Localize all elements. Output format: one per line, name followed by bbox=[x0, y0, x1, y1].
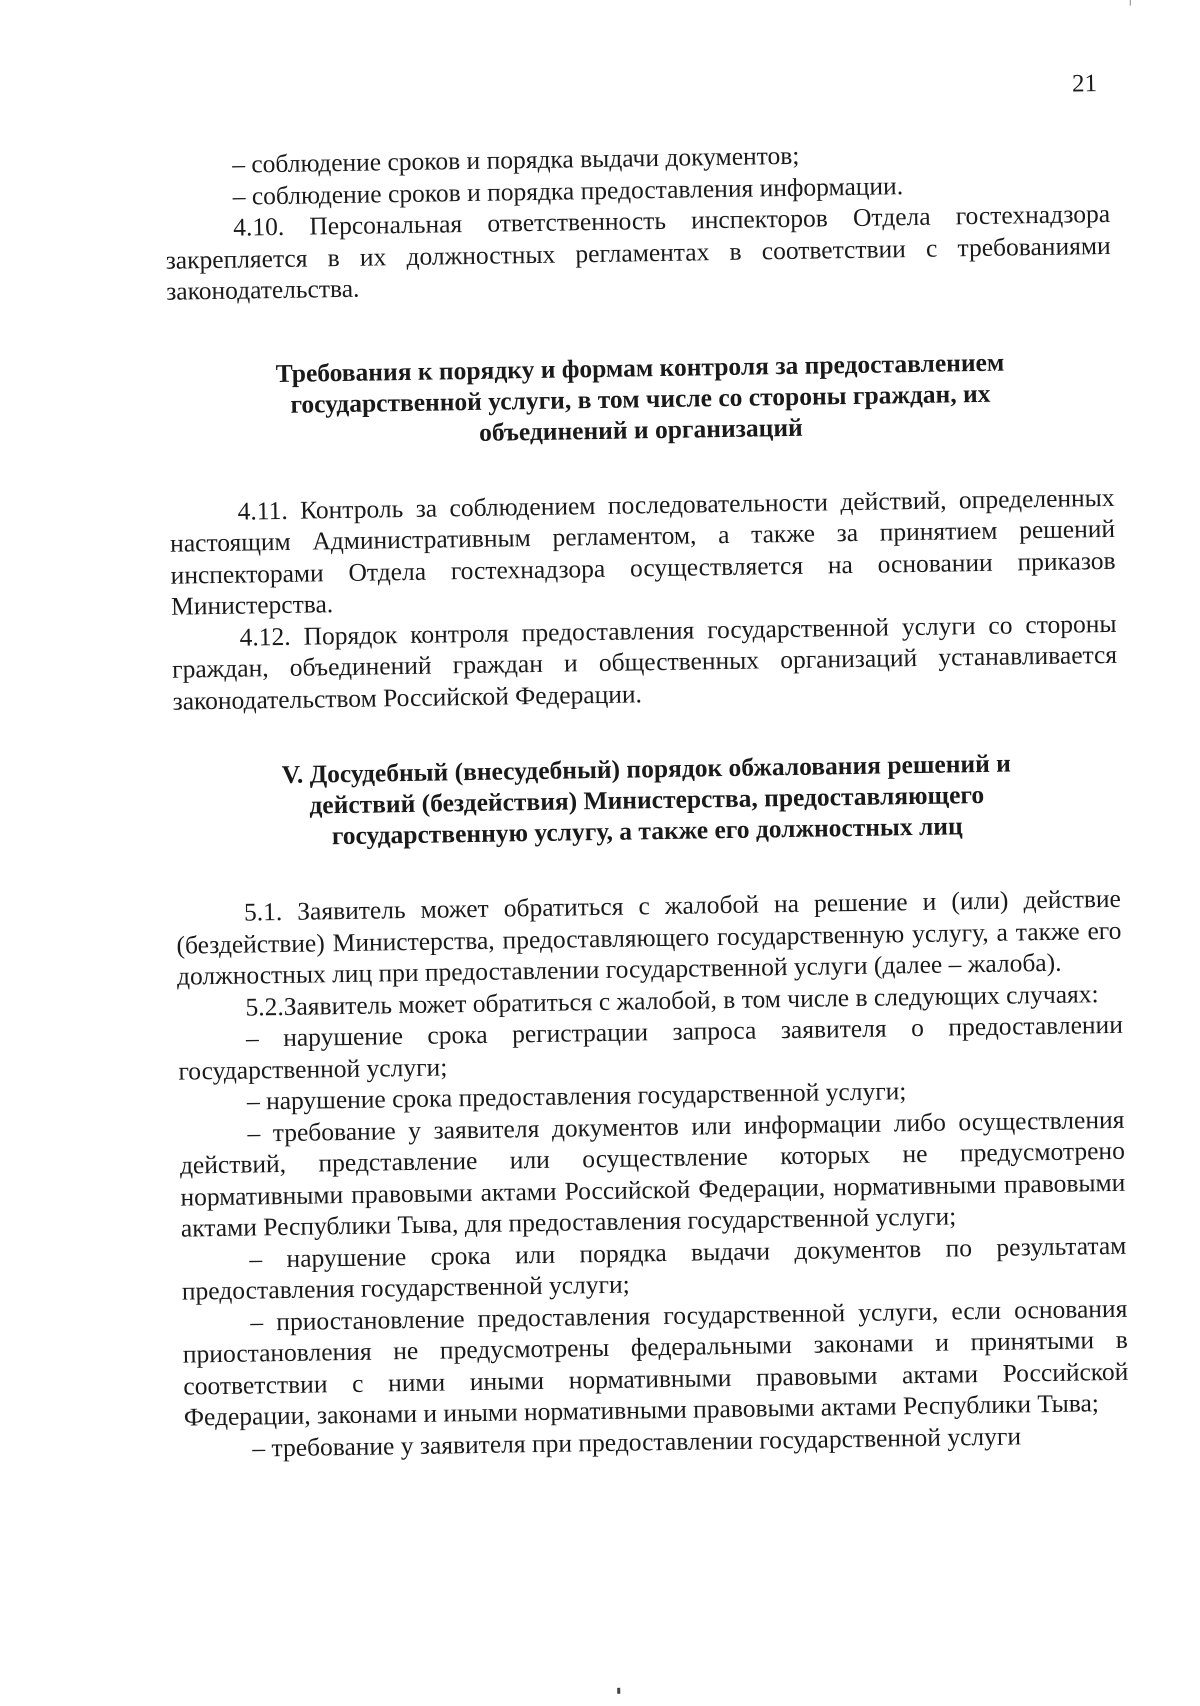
case-item: – нарушение срока или порядка выдачи документов по результатам предоставления государственной услуги; bbox=[181, 1230, 1127, 1306]
case-item: – нарушение срока регистрации запроса заявителя о предоставлении государственной услуги; bbox=[178, 1009, 1124, 1086]
paragraph-5-1: 5.1. Заявитель может обратиться с жалобой на решение и (или) действие (бездействие) Министерства, предоставляющего государственную услугу, а также его должностных лиц при предоставлении государственной услуги (далее – жалоба). bbox=[176, 883, 1122, 991]
paragraph-4-11: 4.11. Контроль за соблюдением последовательности действий, определенных настоящим Административным регламентом, а также за принятием решений инспекторами Отдела гостехнадзора осуществляется на основании приказов Министерства. bbox=[169, 482, 1116, 621]
page-number: 21 bbox=[1071, 70, 1098, 98]
case-item: – требование у заявителя при предоставлении государственной услуги bbox=[252, 1420, 1022, 1463]
case-item: – нарушение срока предоставления государственной услуги; bbox=[246, 1076, 907, 1116]
scan-edge-mark bbox=[1130, 0, 1131, 6]
bullet-item: – соблюдение сроков и порядка предоставления информации. bbox=[232, 170, 904, 211]
case-item: – требование у заявителя документов или информации либо осуществления действий, представление или осуществление которых не предусмотрено нормативными правовыми актами Российской Федерации, нормативными правовыми актами Республики Тыва, для предоставления государственной услуги; bbox=[179, 1104, 1126, 1243]
paragraph-4-10: 4.10. Персональная ответственность инспекторов Отдела гостехнадзора закрепляется в их должностных регламентах в соответствии с требованиями законодательства. bbox=[165, 198, 1111, 306]
document-body bbox=[164, 135, 1130, 1465]
paragraph-4-12: 4.12. Порядок контроля предоставления государственной услуги со стороны граждан, объединений граждан и общественных организаций устанавливается законодательством Российской Федерации. bbox=[171, 608, 1118, 716]
scan-bottom-mark bbox=[617, 1688, 620, 1694]
bullet-item: – соблюдение сроков и порядка выдачи документов; bbox=[231, 140, 800, 179]
section-heading-appeal: V. Досудебный (внесудебный) порядок обжалования решений и действий (бездействия) Министерства, предоставляющего государственную услугу, а также его должностных лиц bbox=[281, 748, 1012, 851]
section-heading-control: Требования к порядку и формам контроля за предоставлением государственной услуги, в том числе со стороны граждан, их объединений и организаций bbox=[275, 347, 1005, 447]
paragraph-5-2: 5.2.Заявитель может обратиться с жалобой, в том числе в следующих случаях: bbox=[245, 978, 1099, 1022]
case-item: – приостановление предоставления государственной услуги, если основания приостановления не предусмотрены федеральными законами и принятыми в соответствии с ними иными нормативными правовыми актами Российской Федерации, законами и иными нормативными правовыми актами Республики Тыва; bbox=[182, 1293, 1129, 1432]
